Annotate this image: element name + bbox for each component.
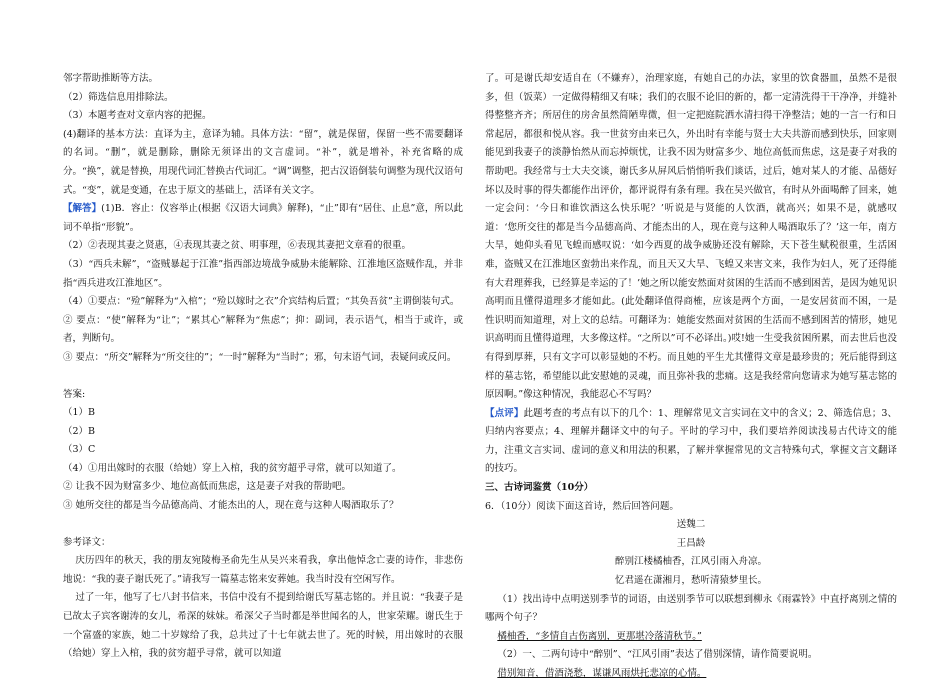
analysis-6: ③ 要点：“所交”解释为“所交往的”；“一时”解释为“当时”；邪，句末语气词，表疑问或反问。: [63, 351, 457, 363]
comment: [485, 405, 897, 479]
question-6-2: （2）一、二两句诗中“醉别”、“江风引雨”表达了借别深情，请作简要说明。: [497, 649, 818, 661]
reference-paragraph-2: 过了一年，他写了七八封书信来，书信中没有不提到给谢氏写墓志铭的。并且说：“我妻子是已故太子宾客谢涛的女儿，希深的妹妹。希深父子当时都是举世闻名的人，世家荣耀。谢氏生于一个富盛的家族，她二十岁嫁给了我，总共过了十七年就去世了。死的时候，用出嫁时的衣服（给她）穿上入棺，我的贫穷超乎寻常，就可以知道: [63, 592, 463, 660]
analysis-4: （4）①要点：“殓”解释为“入棺”；“殓以嫁时之衣”介宾结构后置；“其奂吾贫”主谓倒装句式。: [63, 296, 460, 308]
section-3-heading: 三、古诗词鉴赏（10分）: [485, 482, 594, 494]
poem-author: 王昌龄: [676, 537, 706, 549]
right-column: [485, 70, 897, 684]
reference-paragraph-1: 庆历四年的秋天，我的朋友宛陵梅圣俞先生从吴兴来看我，拿出他悼念亡妻的诗作，非悲伤地说：“我的妻子谢氏死了。”请我写一篇墓志铭来安葬她。我当时没有空闲写作。: [63, 555, 463, 585]
analysis-1: [63, 200, 463, 237]
left-line-2: （2）筛选信息用排除法。: [63, 91, 174, 103]
analysis-2: （2）②表现其妻之贤惠，④表现其妻之贫、明事理，⑥表现其妻把文章看的很重。: [63, 240, 412, 252]
poem-line-2: 忆君遥在潇湘月，愁听清猿梦里长。: [614, 575, 767, 587]
comment-text: 此题考查的考点有以下的几个：1、理解常见文言实词在文中的含义；2、筛选信息；3、归纳内容要点；4、理解并翻译文中的句子。平时的学习中，我们要培养阅读浅易古代诗文的能力，注重文言实词、虚词的意义和用法的积累，了解并掌握常见的文言特殊句式，掌握文言文翻译的技巧。: [485, 407, 897, 475]
poem-line-1: 醉别江楼橘柚香，江风引雨入舟凉。: [614, 556, 767, 568]
left-line-1: 邻字帮助推断等方法。: [63, 73, 159, 84]
analysis-5: ② 要点：“使”解释为“让”；“累其心”解释为“焦虑”；抑：副词，表示语气，相当于或许，或者，判断句。: [63, 314, 463, 345]
answer-underline: 橘柚香，“多情自古伤离别，更那堪冷落清秋节。”: [497, 630, 702, 642]
answer-4b: ② 让我不因为财富多少、地位高低而焦虑，这是妻子对我的帮助吧。: [63, 481, 352, 493]
left-line-3: （3）本题考查对文章内容的把握。: [63, 110, 212, 122]
answer-1: （1）B: [63, 407, 96, 419]
spacer: [63, 516, 463, 534]
answer-underline: 借别知音，借酒浇愁，谋谦风雨烘托悲凉的心情。: [497, 668, 707, 679]
analysis-1-text: (1)B．容止：仪容举止(根据《汉语大词典》解释)，“止”即有“居住、止息”意，所以此词不单指“形貌”。: [63, 203, 463, 233]
analysis-3: （3）“西兵未解”，“盗贼暴起于江淮”指西部边境战争威胁未能解除、江淮地区盗贼作乱，并非指“西兵进攻江淮地区”。: [63, 258, 463, 289]
question-6-2-answer: [485, 665, 897, 684]
reference-paragraph-3: 了。可是谢氏却安适自在（不嫌弃），治理家庭，有她自己的办法，家里的饮食器皿，虽然不是很多，但（饭菜）一定做得精细又有味；我们的衣服不论旧的新的，都一定清洗得干干净净，并缝补得整整齐齐；所居住的房舍虽然简陋卑微，但一定把庭院洒水清扫得干净整洁；她的一言一行和日常起居，都很和悦从容。我一世贫穷由来已久，外出时有幸能与贤士大夫共游而感到快乐，回家则能见到我妻子的淡静怡然从而忘掉烦忧，让我不因为财富多少、地位高低而焦虑，这是妻子对我的帮助吧。我经常与士大夫交谈，谢氏多从屏风后悄悄听我们谈话，过后，她对某人的才能、品德好坏以及时事的得失都能作出评价，都评说得有条有理。我在吴兴做官，有时从外面喝醉了回来，她一定会问：‘今日和谁饮酒这么快乐呢？’听说是与贤能的人饮酒，就高兴；如果不是，就感叹道：‘您所交往的都是当今品德高尚、才能杰出的人，现在竟与这种人喝酒取乐了？’这一年，南方大旱，她仰头看见飞蝗而感叹说：‘如今西夏的战争威胁还没有解除，天下苍生赋税很重，生活困难，盗贼又在江淮地区蛮勃出来作乱，而且天又大旱、飞蝗又来害文来，我作为妇人，死了还得能有大君理葬我，已经算是幸运的了！’她之所以能安然面对贫困的生活而不感到困苦，是因为她见识高明而且懂得道理多才能如此。(此处翻译值得商榷，应该是两个方面，一是安居贫而不困，一是性识明而知道理，对上文的总结。可翻译为：她能安然面对贫困的生活而不感到困苦的情形，她见识高明而且懂得道理，大多像这样。“之所以”可不必译出。)哎!她一生受我贫困所累，而去世后也没有得到厚葬，只有文字可以彰显她的不朽。而且她的平生尤其懂得文章是最珍贵的；死后能得到这样的墓志铭，希望能以此安慰她的灵魂，而且弥补我的悲痛。这是我经常向您请求为她写墓志铭的原因啊。”像这种情况，我能忍心不写吗？: [485, 73, 897, 401]
question-6: 6．（10分）阅读下面这首诗，然后回答问题。: [485, 500, 679, 512]
question-6-1: （1）找出诗中点明送别季节的词语，由送别季节可以联想到柳永《雨霖铃》中直抒离别之情的哪两个句子？: [485, 593, 897, 624]
poem-title: 送魏二: [676, 519, 706, 531]
left-column: [63, 70, 463, 664]
answer-2: （2）B: [63, 425, 96, 437]
question-6-1-answer: [485, 628, 897, 647]
spacer: [63, 368, 463, 386]
answer-3: （3）C: [63, 444, 96, 456]
translation-methods: (4)翻译的基本方法：直译为主，意译为辅。具体方法：“留”，就是保留，保留一些不需要翻译的名词。“删”，就是删除，删除无须译出的文言虚词。“补”，就是增补，补充省略的成分。“换”，就是替换，用现代词汇替换古代词汇。“调”调整，把古汉语倒装句调整为现代汉语句式。“变”，就是变通，在忠于原文的基础上，活译有关文字。: [63, 128, 463, 196]
answer-title: 答案:: [63, 388, 86, 400]
answer-4c: ③ 她所交往的都是当今品德高尚、才能杰出的人，现在竟与这种人喝酒取乐了？: [63, 500, 399, 512]
comment-tag: 【点评】: [485, 407, 524, 419]
reference-title: 参考译文：: [63, 536, 111, 548]
analysis-tag: 【解答】: [63, 203, 102, 215]
answer-4a: （4）①用出嫁时的衣服（给她）穿上入棺，我的贫穷超乎寻常，就可以知道了。: [63, 462, 402, 474]
